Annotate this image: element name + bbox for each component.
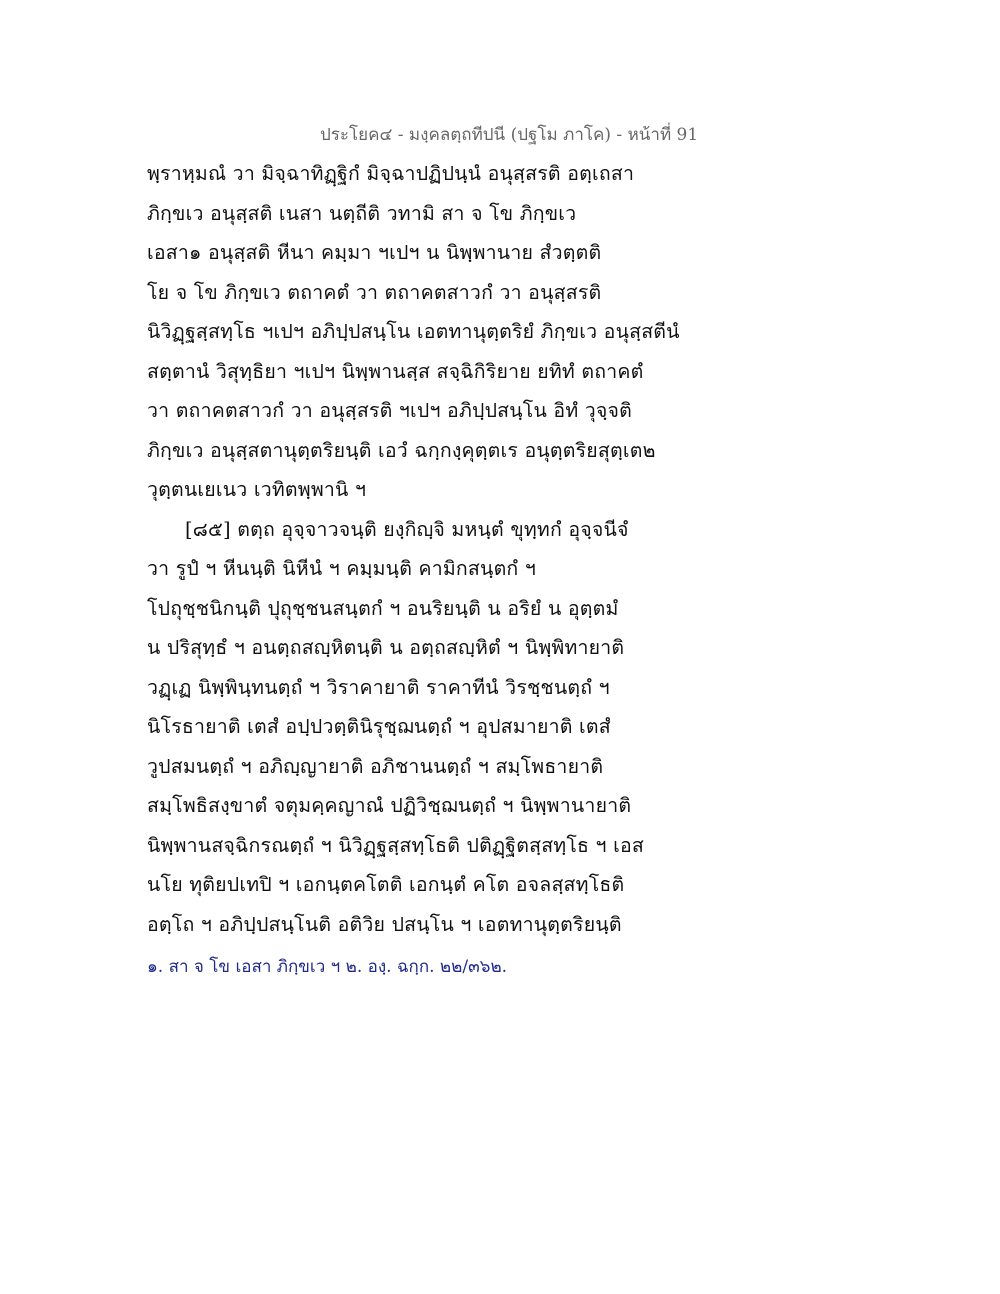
text-line: นิพฺพานสจฺฉิกรณตฺถํ ฯ นิวิฏฺฐสฺสทฺโธติ ปติฏฺฐิตสฺสทฺโธ ฯ เอส [147, 833, 644, 857]
text-line: วูปสมนตฺถํ ฯ อภิญฺญายาติ อภิชานนตฺถํ ฯ สมฺโพธายาติ [147, 754, 604, 778]
text-line: พฺราหฺมณํ วา มิจฺฉาทิฏฺฐิกํ มิจฺฉาปฏิปนฺนํ อนุสฺสรติ อตฺเถสา [147, 162, 635, 185]
text-line: นโย ทุติยปเทปิ ฯ เอกนฺตคโตติ เอกนฺตํ คโต อจลสฺสทฺโธติ [147, 873, 625, 896]
running-header: ประโยค๔ - มงฺคลตฺถทีปนี (ปฐโม ภาโค) - หน้าที่ 91 [320, 125, 699, 145]
text-line: สตฺตานํ วิสุทฺธิยา ฯเปฯ นิพฺพานสฺส สจฺฉิกิริยาย ยทิทํ ตถาคตํ [147, 359, 644, 383]
text-line: โปถุชฺชนิกนฺติ ปุถุชฺชนสนฺตกํ ฯ อนริยนฺติ น อริยํ น อุตฺตมํ [147, 596, 619, 620]
text-line: อตฺโถ ฯ อภิปฺปสนฺโนติ อติวิย ปสนฺโน ฯ เอตทานุตฺตริยนฺติ [147, 912, 622, 936]
body-text [147, 154, 707, 944]
text-line: ภิกฺขเว อนุสฺสติ เนสา นตฺถีติ วทามิ สา จ โข ภิกฺขเว [147, 201, 577, 225]
text-line: วา ตถาคตสาวกํ วา อนุสฺสรติ ฯเปฯ อภิปฺปสนฺโน อิทํ วุจฺจติ [147, 399, 633, 422]
footnotes: ๑. สา จ โข เอสา ภิกฺขเว ฯ ๒. องฺ. ฉกฺก. ๒๒/๓๖๒. [147, 957, 508, 977]
text-line: น ปริสุทฺธํ ฯ อนตฺถสญฺหิตนฺติ น อตฺถสญฺหิตํ ฯ นิพฺพิทายาติ [147, 636, 625, 659]
text-line: วุตฺตนเยเนว เวทิตพฺพานิ ฯ [147, 478, 367, 501]
text-line: โย จ โข ภิกฺขเว ตถาคตํ วา ตถาคตสาวกํ วา อนุสฺสรติ [147, 280, 602, 304]
text-line: วฏฺเฏ นิพฺพินฺทนตฺถํ ฯ วิราคายาติ ราคาทีนํ วิรชฺชนตฺถํ ฯ [147, 675, 610, 699]
text-line: นิวิฏฺฐสฺสทฺโธ ฯเปฯ อภิปฺปสนฺโน เอตทานุตฺตริยํ ภิกฺขเว อนุสฺสตีนํ [147, 320, 680, 343]
text-line: นิโรธายาติ เตสํ อปฺปวตฺตินิรุชฺฌนตฺถํ ฯ อุปสมายาติ เตสํ [147, 715, 611, 738]
text-line: ภิกฺขเว อนุสฺสตานุตฺตริยนฺติ เอวํ ฉกฺกงฺคุตฺตเร อนุตฺตริยสุตฺเต๒ [147, 438, 656, 462]
text-line: วา รูปํ ฯ หีนนฺติ นิหีนํ ฯ คมฺมนฺติ คามิกสนฺตกํ ฯ [147, 557, 536, 580]
paragraph-1 [147, 154, 707, 510]
text-line: สมฺโพธิสงฺขาตํ จตุมคฺคญาณํ ปฏิวิชฺฌนตฺถํ ฯ นิพฺพานายาติ [147, 794, 632, 817]
paragraph-2 [147, 510, 707, 945]
text-line: เอสา๑ อนุสฺสติ หีนา คมฺมา ฯเปฯ น นิพฺพานาย สํวตฺตติ [147, 241, 602, 264]
text-line: [๘๕] ตตฺถ อุจฺจาวจนฺติ ยงฺกิญฺจิ มหนฺตํ ขุทฺทกํ อุจฺจนีจํ [185, 517, 629, 541]
